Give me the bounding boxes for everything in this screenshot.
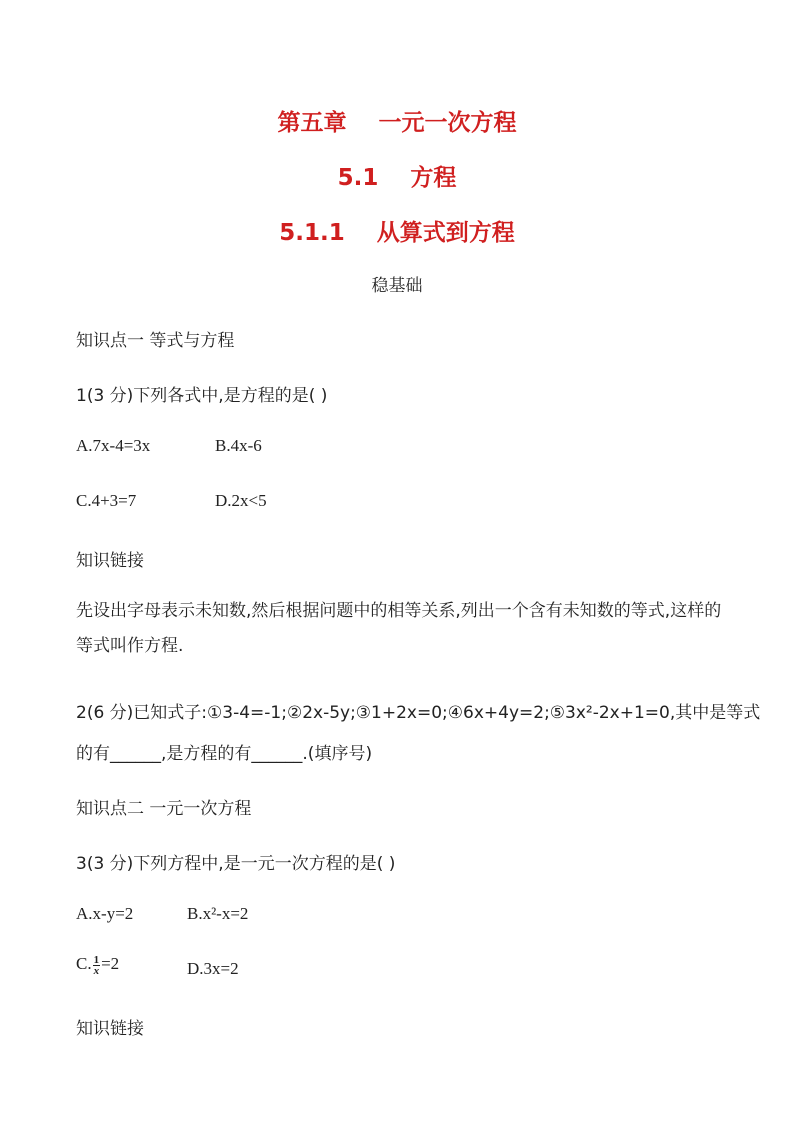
question-3-option-d: D.3x=2 [187,959,239,978]
question-1-option-a: A.7x-4=3x [76,436,151,455]
knowledge-link-1-text: 先设出字母表示未知数,然后根据问题中的相等关系,列出一个含有未知数的等式,这样的等式叫作方程. [76,601,722,656]
subsection-title: 5.1.1 从算式到方程 [279,220,515,246]
question-1-option-c: C.4+3=7 [76,491,137,510]
question-3-option-a: A.x-y=2 [76,904,134,923]
knowledge-link-1-heading: 知识链接 [76,551,144,571]
knowledge-point-2-heading: 知识点二 一元一次方程 [76,799,252,819]
question-2-line-2: 的有______,是方程的有______.(填序号) [76,744,373,764]
question-1-option-b: B.4x-6 [215,436,262,455]
option-c-prefix: C. [76,954,92,973]
knowledge-link-2-heading: 知识链接 [76,1019,144,1039]
chapter-title: 第五章 一元一次方程 [277,110,517,136]
level-label: 稳基础 [371,276,423,296]
question-1-option-d: D.2x<5 [215,491,267,510]
fraction-one-over-x [93,955,101,976]
knowledge-point-1-heading: 知识点一 等式与方程 [76,331,235,351]
option-c-suffix: =2 [101,954,120,973]
question-1-stem: 1(3 分)下列各式中,是方程的是( ) [76,386,328,406]
question-3-option-b: B.x²-x=2 [187,904,249,923]
question-2-line-1: 2(6 分)已知式子:①3-4=-1;②2x-5y;③1+2x=0;④6x+4y=2;⑤3x²-2x+1=0,其中是等式 [76,703,761,723]
fraction-denominator: x [93,964,100,977]
question-3-option-c [76,954,119,976]
fraction-numerator: 1 [93,953,100,966]
question-3-stem: 3(3 分)下列方程中,是一元一次方程的是( ) [76,854,396,874]
section-title: 5.1 方程 [337,165,457,191]
